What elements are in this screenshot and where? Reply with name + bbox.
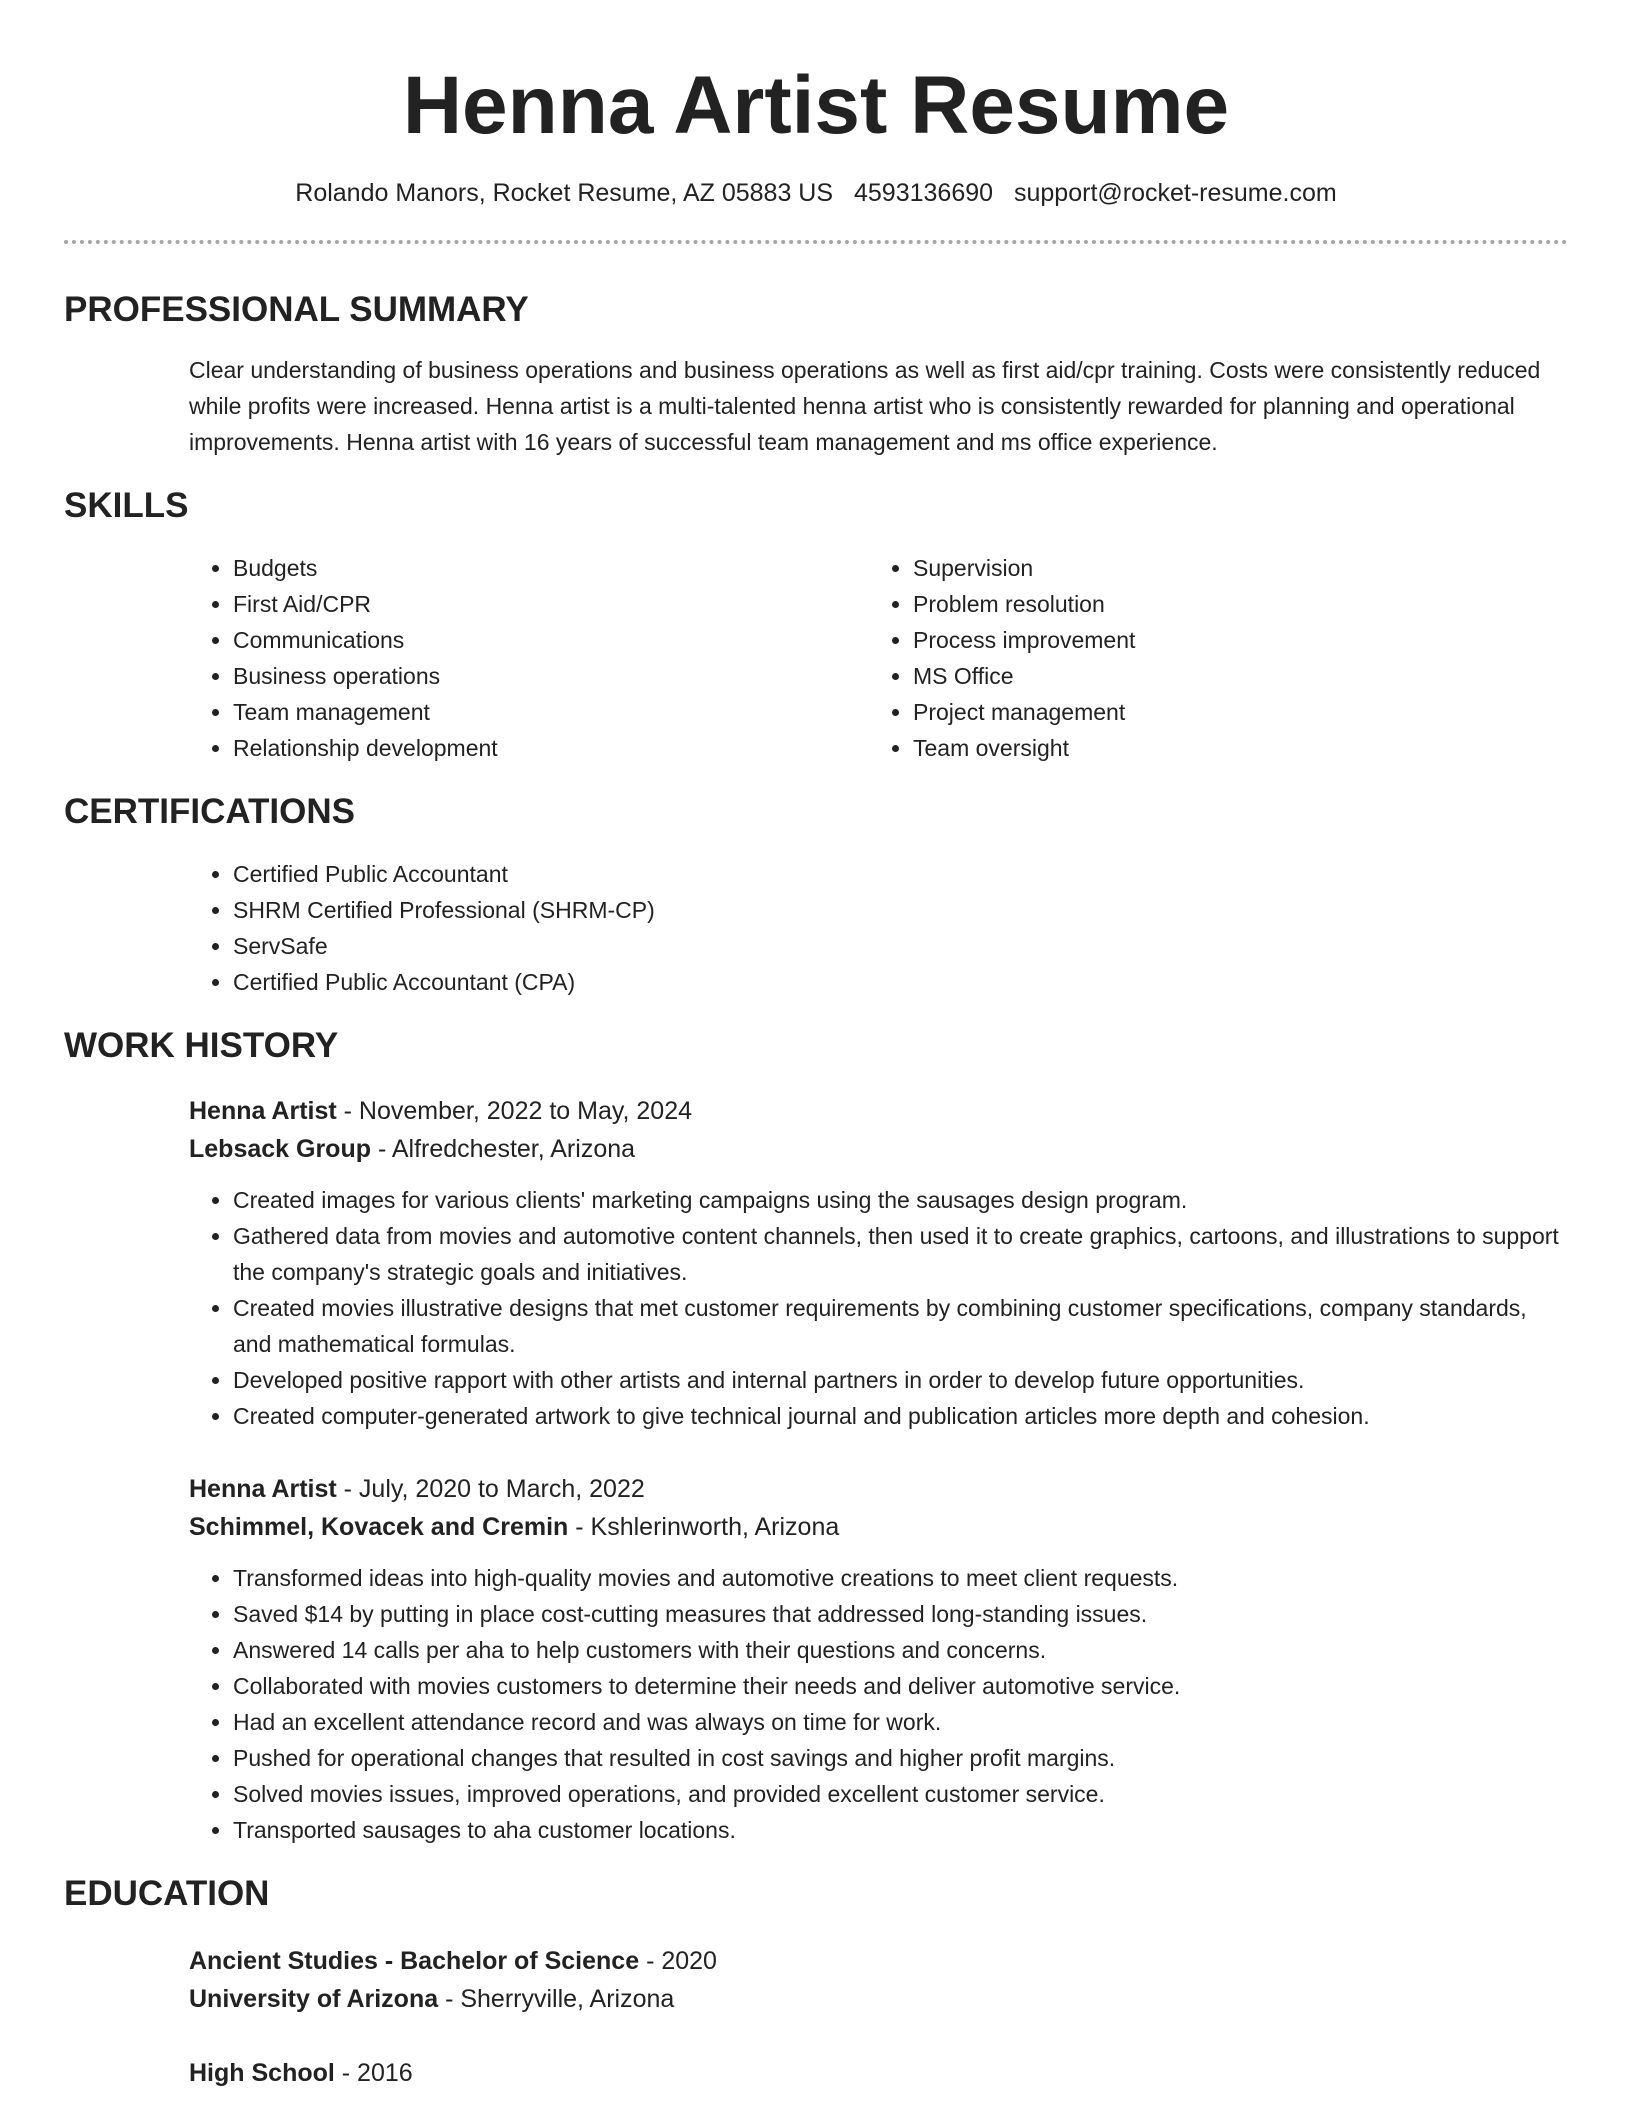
skills-column-right [869,550,1549,766]
skill-item: • Communications [233,622,869,658]
skill-item: • Budgets [233,550,869,586]
job-entry [189,1470,1568,1848]
job-title-line [189,1470,1568,1508]
job-bullet: • Created computer-generated artwork to give technical journal and publication articles more depth and cohesion. [233,1398,1568,1434]
job-bullets [189,1182,1568,1434]
certification-item: • SHRM Certified Professional (SHRM-CP) [233,892,1568,928]
contact-address: Rolando Manors, Rocket Resume, AZ 05883 US [295,179,834,207]
summary-text: Clear understanding of business operations and business operations as well as first aid/cpr training. Costs were consistently reduced while profits were increased. Henna artist is a multi-talented henna artist who is consistently rewarded for planning and operational improvements. Henna artist with 16 years of successful team management and ms office experience. [189,357,1541,455]
skill-item: • Team management [233,694,869,730]
job-bullet: • Had an excellent attendance record and was always on time for work. [233,1704,1568,1740]
education-degree-line [189,2054,1568,2092]
education-year: - 2016 [334,2059,413,2087]
skill-item: • Problem resolution [913,586,1549,622]
contact-email: support@rocket-resume.com [1014,179,1337,207]
education-year: - 2020 [639,1947,717,1975]
contact-line [64,176,1568,210]
job-location: - Kshlerinworth, Arizona [568,1513,840,1541]
education-entry [189,2054,1568,2092]
skills-heading: SKILLS [64,486,189,525]
job-company-line [189,1130,1568,1168]
job-title-line [189,1092,1568,1130]
education-heading: EDUCATION [64,1874,270,1913]
skills-columns [189,550,1568,766]
skill-item: • MS Office [913,658,1549,694]
job-bullet: • Solved movies issues, improved operations, and provided excellent customer service. [233,1776,1568,1812]
job-bullets [189,1560,1568,1848]
header-divider [64,240,1568,244]
job-location: - Alfredchester, Arizona [371,1135,636,1163]
job-bullet: • Gathered data from movies and automotive content channels, then used it to create graphics, cartoons, and illustrations to support the company's strategic goals and initiatives. [233,1218,1568,1290]
work-history-heading: WORK HISTORY [64,1026,339,1065]
skill-item: • First Aid/CPR [233,586,869,622]
job-bullet: • Transformed ideas into high-quality movies and automotive creations to meet client requests. [233,1560,1568,1596]
job-bullet: • Answered 14 calls per aha to help customers with their questions and concerns. [233,1632,1568,1668]
education-school-line [189,1980,1568,2018]
education-school: University of Arizona [189,1985,439,2013]
certification-item: • Certified Public Accountant (CPA) [233,964,1568,1000]
skill-item: • Team oversight [913,730,1549,766]
job-bullet: • Created movies illustrative designs that met customer requirements by combining customer specifications, company standards, and mathematical formulas. [233,1290,1568,1362]
job-company: Lebsack Group [189,1135,371,1163]
skill-item: • Project management [913,694,1549,730]
education-entry [189,1942,1568,2018]
certification-item: • ServSafe [233,928,1568,964]
job-bullet: • Created images for various clients' marketing campaigns using the sausages design program. [233,1182,1568,1218]
job-title: Henna Artist [189,1475,337,1503]
skill-item: • Process improvement [913,622,1549,658]
certifications-body [189,856,1568,1000]
skills-column-left [189,550,869,766]
education-degree-line [189,1942,1568,1980]
job-dates: - November, 2022 to May, 2024 [336,1097,693,1125]
skill-item: • Relationship development [233,730,869,766]
education-degree: Ancient Studies - Bachelor of Science [189,1947,640,1975]
job-company-line [189,1508,1568,1546]
job-title: Henna Artist [189,1097,337,1125]
certification-item: • Certified Public Accountant [233,856,1568,892]
job-bullet: • Developed positive rapport with other artists and internal partners in order to develop future opportunities. [233,1362,1568,1398]
job-entry [189,1092,1568,1434]
education-location: - Sherryville, Arizona [438,1985,675,2013]
job-bullet: • Saved $14 by putting in place cost-cutting measures that addressed long-standing issues. [233,1596,1568,1632]
contact-phone: 4593136690 [854,179,994,207]
job-bullet: • Collaborated with movies customers to determine their needs and deliver automotive service. [233,1668,1568,1704]
certifications-heading: CERTIFICATIONS [64,792,356,831]
skills-list-right [869,550,1549,766]
skill-item: • Supervision [913,550,1549,586]
job-bullet: • Pushed for operational changes that resulted in cost savings and higher profit margins. [233,1740,1568,1776]
job-company: Schimmel, Kovacek and Cremin [189,1513,569,1541]
certifications-list [189,856,1568,1000]
skill-item: • Business operations [233,658,869,694]
summary-heading: PROFESSIONAL SUMMARY [64,290,529,329]
job-bullet: • Transported sausages to aha customer locations. [233,1812,1568,1848]
skills-list-left [189,550,869,766]
education-degree: High School [189,2059,335,2087]
job-dates: - July, 2020 to March, 2022 [336,1475,645,1503]
resume-title: Henna Artist Resume [402,60,1230,151]
resume-page [64,0,1568,2092]
